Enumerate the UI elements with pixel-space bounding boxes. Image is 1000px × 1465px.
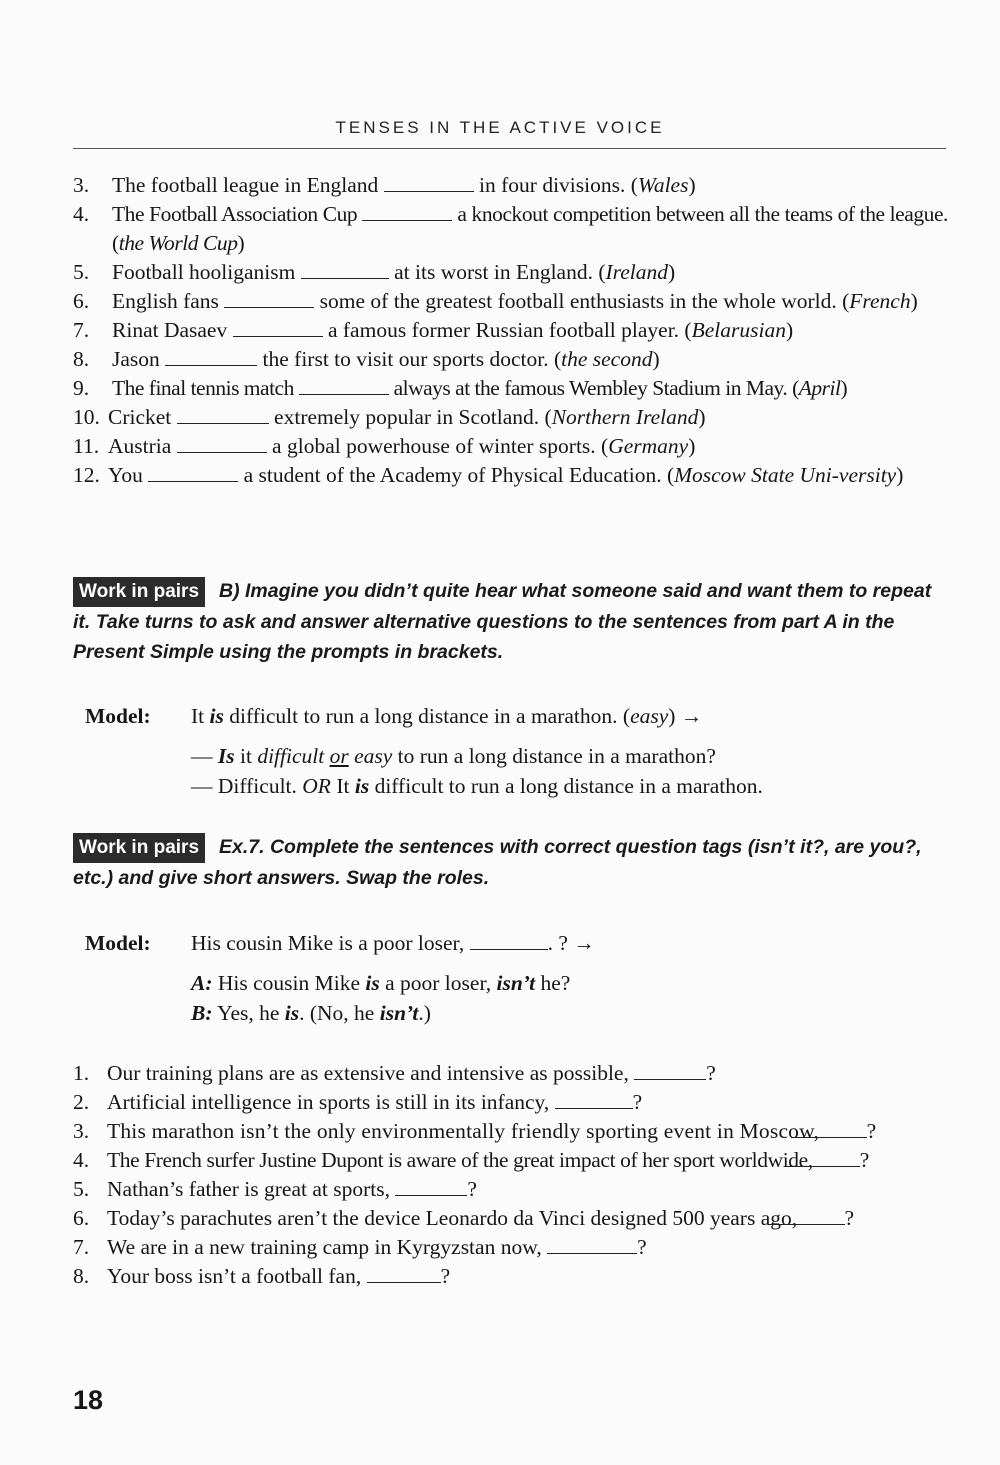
model-line: It is difficult to run a long distance in a marathon. (easy) → [191,704,703,728]
list-item: 6. Today’s parachutes aren’t the device Leonardo da Vinci designed 500 years ago, ? [73,1206,855,1230]
list-item: 4. The Football Association Cup a knockout competition between all the teams of the league. (the World Cup) [73,202,948,255]
list-item: 8. Jason the first to visit our sports doctor. (the second) [73,347,660,371]
work-in-pairs-badge: Work in pairs [73,577,205,607]
answer-blank[interactable] [555,1091,633,1109]
list-item: 9. The final tennis match always at the famous Wembley Stadium in May. (April) [73,376,848,400]
answer-blank[interactable] [395,1178,467,1196]
model-line: — Is it difficult or easy to run a long distance in a marathon? [191,744,716,768]
answer-blank[interactable] [148,464,238,482]
answer-blank[interactable] [177,406,269,424]
model-line: His cousin Mike is a poor loser, . ? → [191,931,595,955]
list-item: 1. Our training plans are as extensive and intensive as possible, ? [73,1061,716,1085]
answer-blank[interactable] [301,261,389,279]
model-label: Model: [85,931,151,955]
answer-blank[interactable] [299,377,389,395]
answer-blank[interactable] [367,1265,441,1283]
model-line: A: His cousin Mike is a poor loser, isn’t he? [191,971,571,995]
list-item: 2. Artificial intelligence in sports is still in its infancy, ? [73,1090,643,1114]
answer-blank[interactable] [362,203,452,221]
list-item: 8. Your boss isn’t a football fan, ? [73,1264,451,1288]
answer-blank[interactable] [165,348,257,366]
answer-blank[interactable] [384,174,474,192]
model-label: Model: [85,704,151,728]
list-item: 11. Austria a global powerhouse of winter sports. (Germany) [73,434,696,458]
answer-blank[interactable] [177,435,267,453]
work-in-pairs-badge: Work in pairs [73,833,205,863]
list-item: 10. Cricket extremely popular in Scotland. (Northern Ireland) [73,405,706,429]
list-item: 7. Rinat Dasaev a famous former Russian football player. (Belarusian) [73,318,794,342]
instruction-text: Ex.7. Complete the sentences with correct question tags (isn’t it?, are you?, etc.) and give short answers. Swap the roles. [73,836,922,889]
work-in-pairs-ex7 [73,832,948,893]
answer-blank[interactable] [634,1062,706,1080]
answer-blank[interactable] [784,1149,860,1167]
instruction-text: B) Imagine you didn’t quite hear what someone said and want them to repeat it. Take turns to ask and answer alternative questions to the sentences from part A in the Present Simple using the prompts in brackets. [73,580,932,663]
list-item: 3. This marathon isn’t the only environmentally friendly sporting event in Moscow, ? [73,1119,877,1143]
model-line: — Difficult. OR It is difficult to run a long distance in a marathon. [191,774,763,798]
model-line: B: Yes, he is. (No, he isn’t.) [191,1001,431,1025]
part-a-list [73,171,948,490]
work-in-pairs-b [73,576,948,667]
list-item: 5. Nathan’s father is great at sports, ? [73,1177,477,1201]
answer-blank[interactable] [791,1120,867,1138]
header-rule [73,148,946,149]
list-item: 6. English fans some of the greatest football enthusiasts in the whole world. (French) [73,289,918,313]
answer-blank[interactable] [470,932,548,950]
list-item: 12. You a student of the Academy of Physical Education. (Moscow State Uni-versity) [73,463,904,487]
answer-blank[interactable] [547,1236,637,1254]
ex7-list [73,1059,948,1291]
page-number: 18 [73,1385,104,1415]
list-item: 7. We are in a new training camp in Kyrgyzstan now, ? [73,1235,647,1259]
answer-blank[interactable] [224,290,314,308]
answer-blank[interactable] [233,319,323,337]
running-header: TENSES IN THE ACTIVE VOICE [335,118,665,137]
answer-blank[interactable] [769,1207,845,1225]
list-item: 3. The football league in England in four divisions. (Wales) [73,173,696,197]
list-item: 5. Football hooliganism at its worst in England. (Ireland) [73,260,676,284]
list-item: 4. The French surfer Justine Dupont is aware of the great impact of her sport worldwide, ? [73,1148,869,1172]
